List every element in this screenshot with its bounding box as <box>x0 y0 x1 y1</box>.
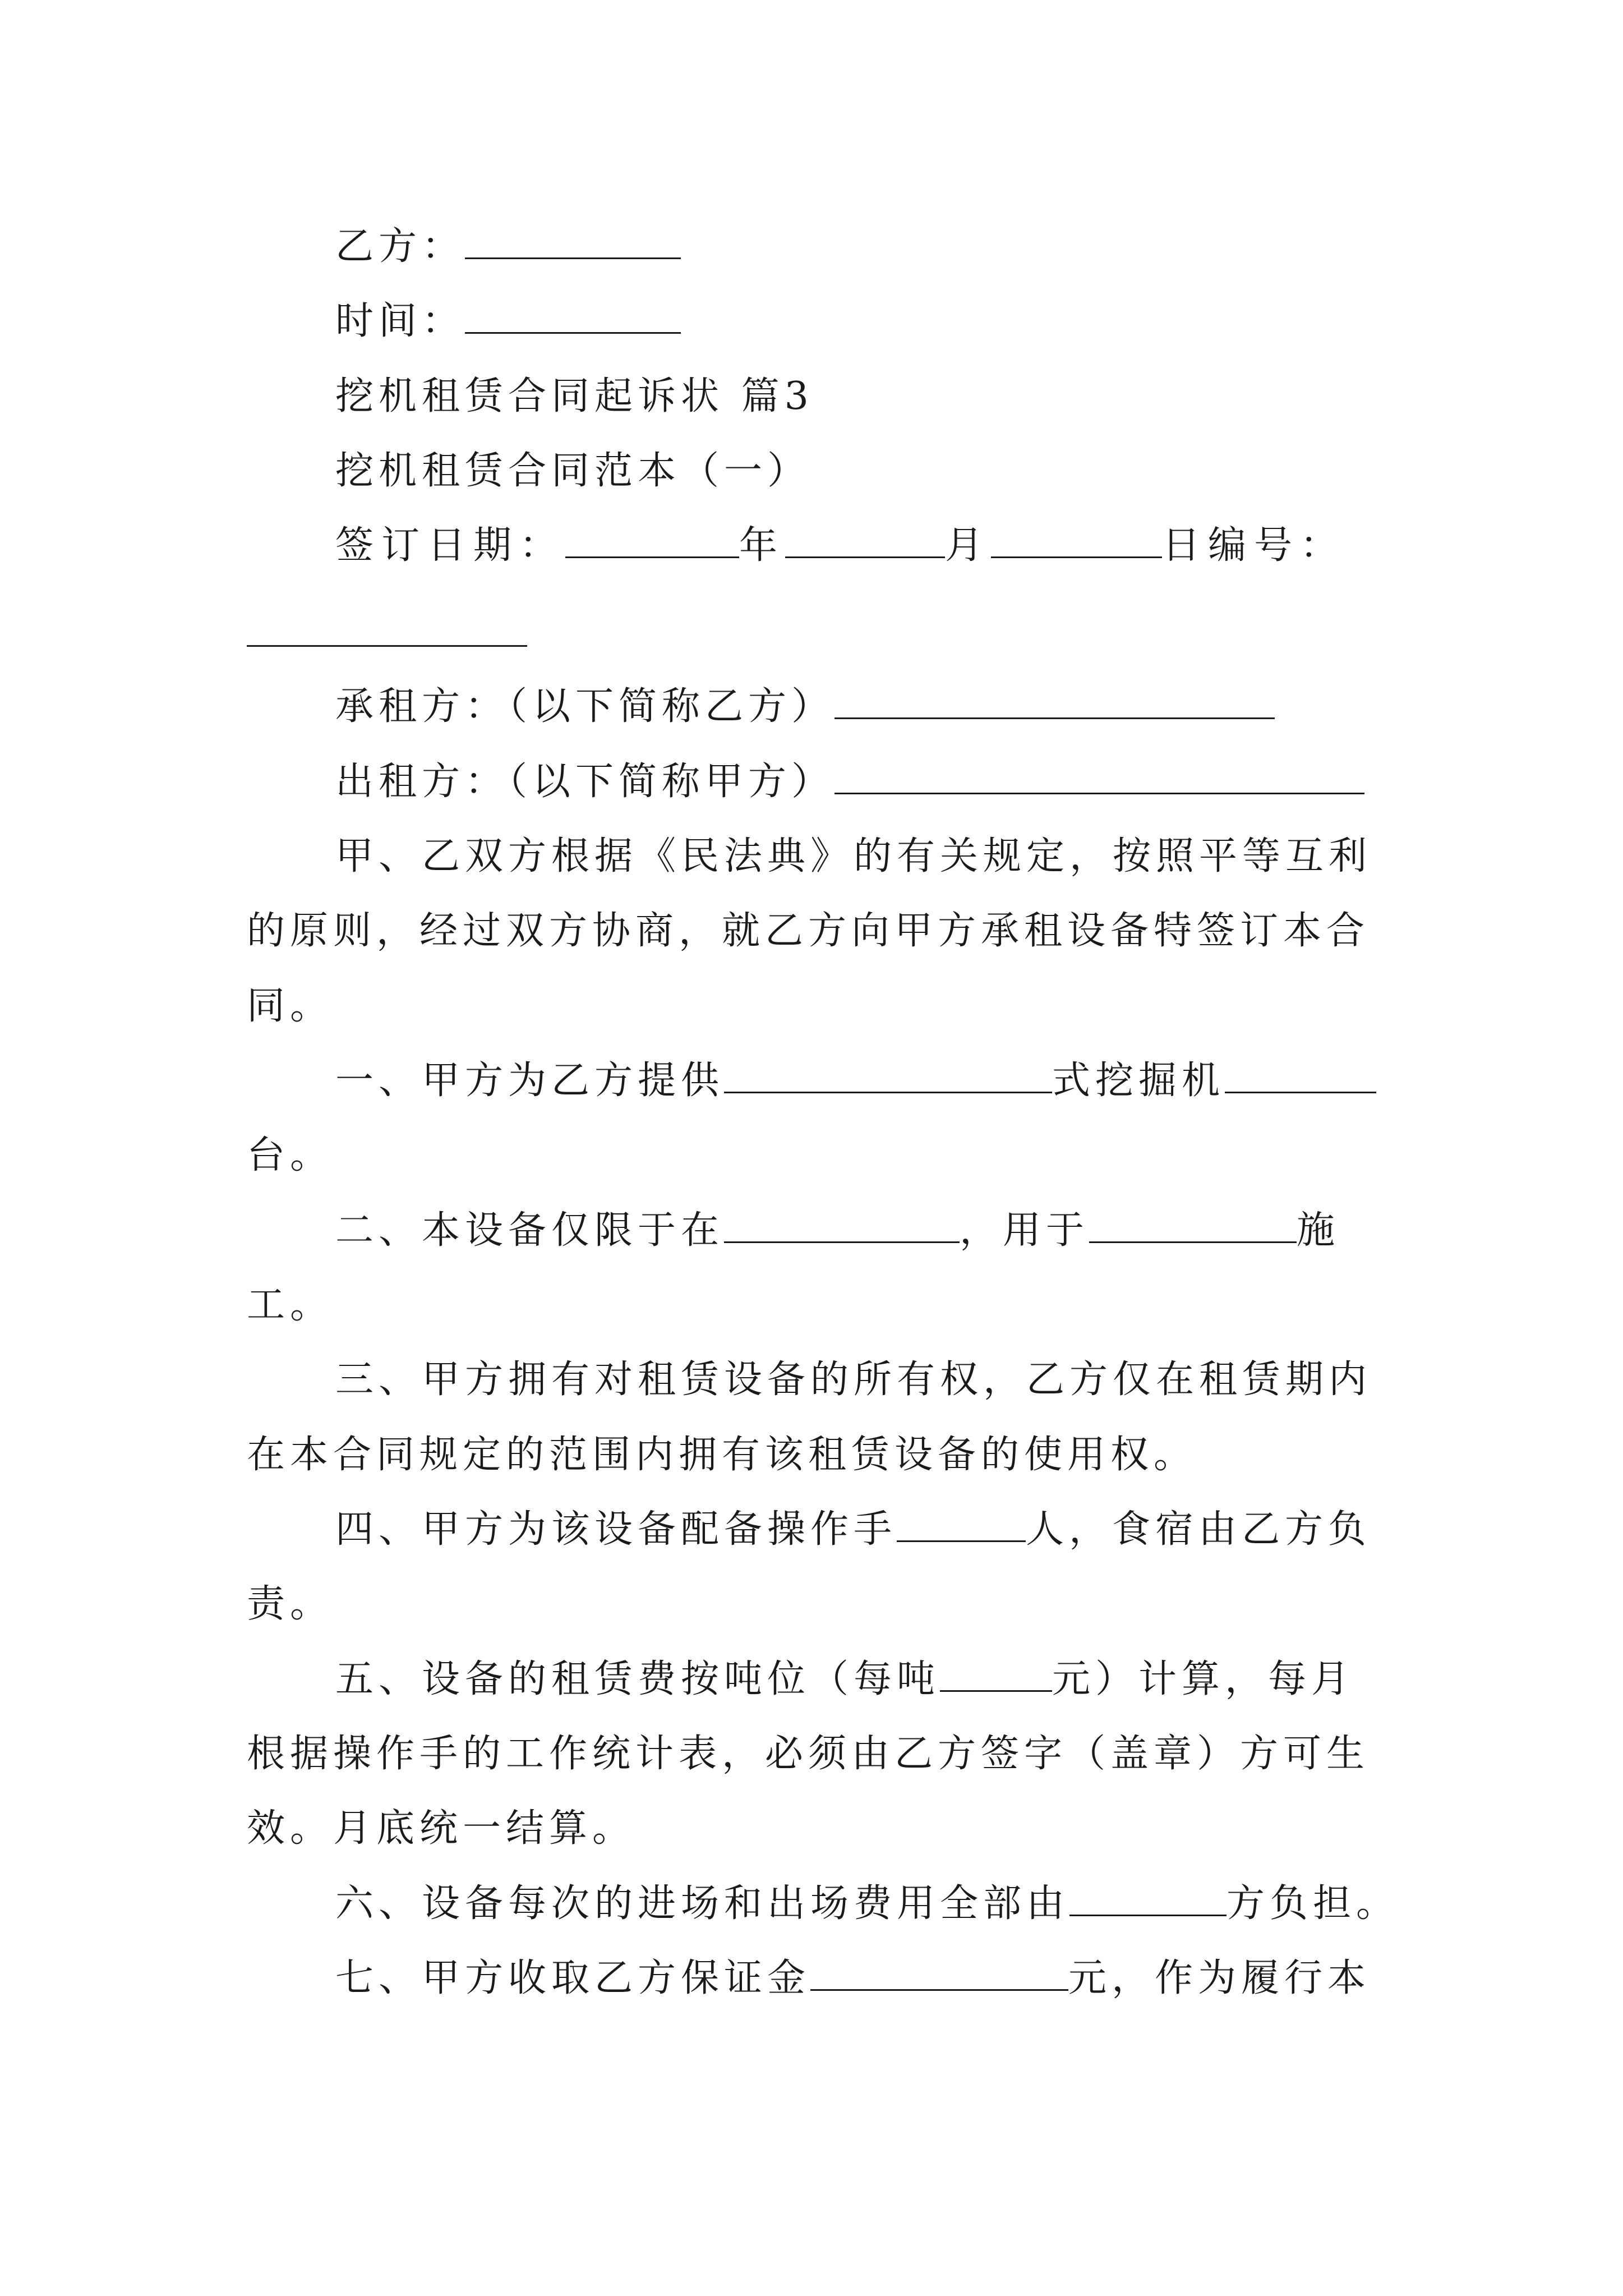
year-label: 年 <box>739 523 786 568</box>
time-label: 时间： <box>335 299 465 343</box>
time-blank <box>465 298 681 334</box>
lessee-label: 承租方：（以下简称乙方） <box>335 684 835 729</box>
clause-5-line-3: 效。月底统一结算。 <box>247 1806 636 1851</box>
day-blank <box>991 522 1162 558</box>
clause-3-line-1: 三、甲方拥有对租赁设备的所有权，乙方仅在租赁期内 <box>335 1358 1372 1402</box>
month-label: 月 <box>945 523 992 568</box>
clause-1-type-blank <box>724 1057 1052 1093</box>
clause-1-count-blank <box>1225 1057 1376 1093</box>
party-b-blank <box>465 223 681 259</box>
month-blank <box>785 522 945 558</box>
clause-5-text-b: 元）计算，每月 <box>1052 1657 1355 1701</box>
clause-7-blank <box>810 1955 1068 1991</box>
preamble-line-2: 的原则，经过双方协商，就乙方向甲方承租设备特签订本合 <box>247 909 1370 953</box>
clause-2-text-c: 施 <box>1297 1208 1340 1253</box>
clause-6-line <box>0 1865 1623 1943</box>
preamble-line-1: 甲、乙双方根据《民法典》的有关规定，按照平等互利 <box>335 834 1372 878</box>
clause-6-text-a: 六、设备每次的进场和出场费用全部由 <box>335 1881 1070 1926</box>
lessee-blank <box>834 683 1275 719</box>
contract-title: 挖机租赁合同范本（一） <box>335 449 811 493</box>
clause-4-text-a: 四、甲方为该设备配备操作手 <box>335 1507 897 1552</box>
clause-2-line <box>0 1191 1623 1270</box>
preamble-line-3: 同。 <box>247 984 334 1028</box>
party-b-line <box>0 208 1623 286</box>
party-b-label: 乙方： <box>335 224 465 269</box>
clause-2-use-blank <box>1089 1207 1297 1243</box>
clause-6-blank <box>1069 1880 1227 1916</box>
time-line <box>0 282 1623 361</box>
clause-6-text-b: 方负担。 <box>1227 1881 1400 1926</box>
clause-4-line <box>0 1490 1623 1569</box>
clause-1-text-a: 一、甲方为乙方提供 <box>335 1059 725 1103</box>
clause-5-blank <box>940 1656 1052 1692</box>
clause-5-line-1 <box>0 1640 1623 1719</box>
clause-5-line-2: 根据操作手的工作统计表，必须由乙方签字（盖章）方可生 <box>247 1732 1370 1776</box>
sign-date-line <box>0 507 1623 585</box>
clause-4-text-b: 人，食宿由乙方负 <box>1026 1507 1372 1552</box>
lessor-label: 出租方：（以下简称甲方） <box>335 760 835 804</box>
clause-2-text-b: ，用于 <box>960 1208 1090 1253</box>
lessor-blank <box>834 758 1364 794</box>
clause-4-continuation: 责。 <box>247 1582 334 1626</box>
clause-1-text-b: 式挖掘机 <box>1052 1059 1225 1103</box>
clause-4-blank <box>897 1506 1026 1542</box>
clause-2-place-blank <box>724 1207 960 1243</box>
year-blank <box>565 522 739 558</box>
clause-7-line <box>0 1939 1623 2018</box>
clause-2-continuation: 工。 <box>247 1283 334 1327</box>
clause-7-text-b: 元，作为履行本 <box>1068 1956 1371 2000</box>
sign-date-label: 签订日期： <box>335 523 566 568</box>
clause-2-text-a: 二、本设备仅限于在 <box>335 1208 725 1253</box>
section-title: 挖机租赁合同起诉状 篇3 <box>335 374 814 418</box>
clause-7-text-a: 七、甲方收取乙方保证金 <box>335 1956 811 2000</box>
clause-5-text-a: 五、设备的租赁费按吨位（每吨 <box>335 1657 940 1701</box>
clause-3-line-2: 在本合同规定的范围内拥有该租赁设备的使用权。 <box>247 1433 1197 1477</box>
day-number-label: 日编号： <box>1162 523 1347 568</box>
lessee-line <box>0 668 1623 746</box>
clause-1-line <box>0 1042 1623 1120</box>
clause-1-continuation: 台。 <box>247 1133 334 1177</box>
lessor-line <box>0 743 1623 821</box>
contract-number-blank <box>247 645 527 647</box>
